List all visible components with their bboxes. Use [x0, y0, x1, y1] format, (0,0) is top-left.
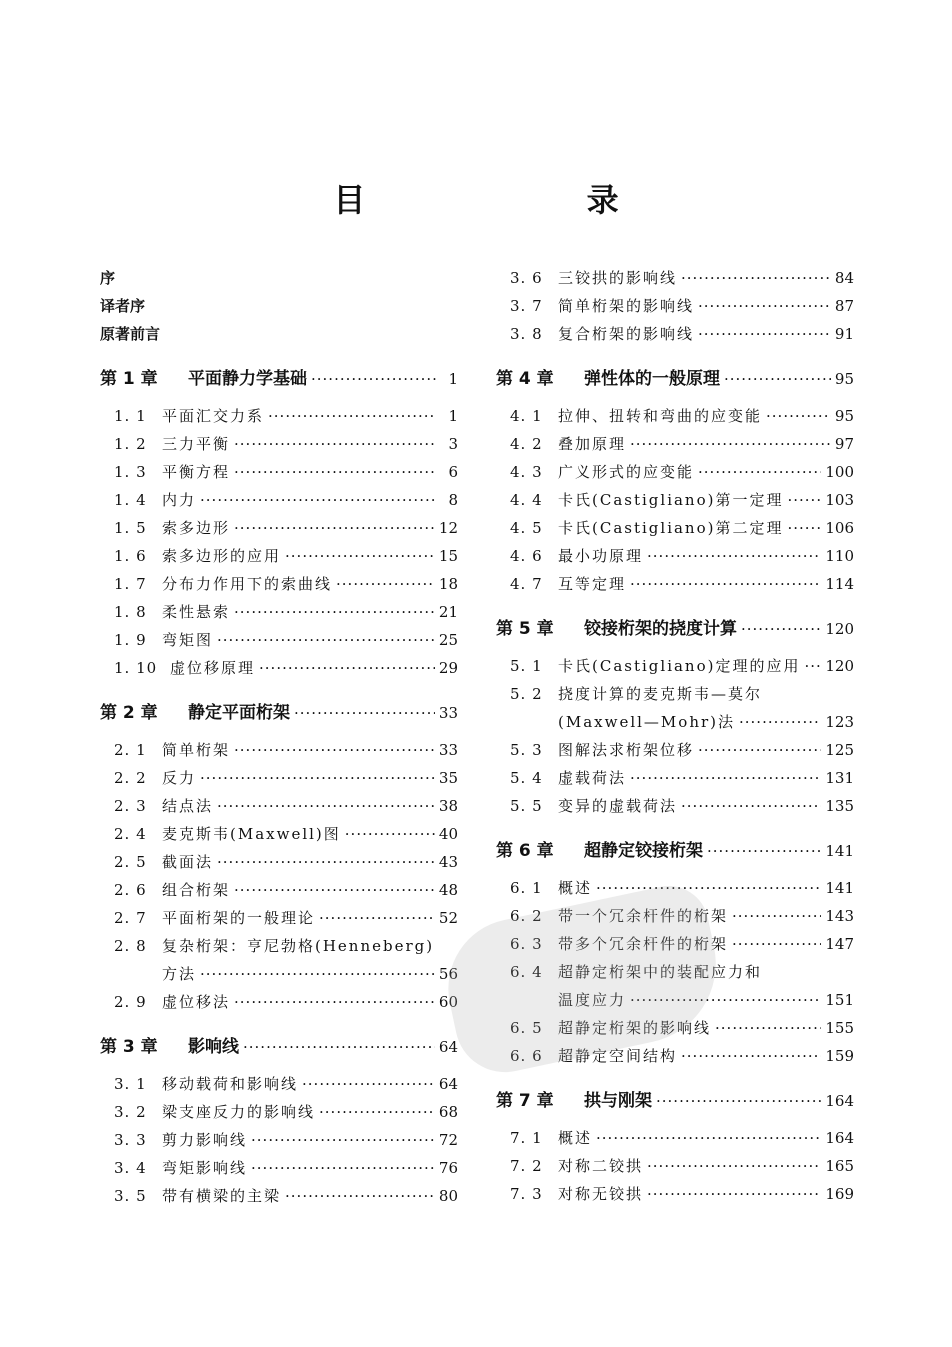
page-number: 97 — [834, 435, 854, 453]
section-number: 3. 5 — [114, 1187, 147, 1205]
toc-section-entry[interactable] — [100, 764, 458, 792]
chapter-title: 铰接桁架的挠度计算 — [584, 619, 737, 639]
toc-section-entry[interactable] — [496, 430, 854, 458]
leader-dots — [200, 960, 435, 988]
toc-section-entry[interactable] — [100, 1126, 458, 1154]
toc-section-entry[interactable] — [100, 1098, 458, 1126]
section-number: 4. 4 — [510, 491, 543, 509]
section-number: 2. 1 — [114, 741, 147, 759]
section-number: 6. 3 — [510, 935, 543, 953]
section-title: 带一个冗余杆件的桁架 — [558, 907, 729, 925]
page-number: 164 — [825, 1129, 854, 1147]
leader-dots — [766, 402, 831, 430]
leader-dots — [681, 792, 821, 820]
page-number: 95 — [834, 407, 854, 425]
section-title: 截面法 — [162, 853, 214, 871]
toc-section-entry[interactable] — [100, 848, 458, 876]
section-number: 7. 3 — [510, 1185, 543, 1203]
toc-section-entry[interactable] — [100, 904, 458, 932]
leader-dots — [787, 486, 821, 514]
section-title: 弯矩影响线 — [162, 1159, 248, 1177]
leader-dots — [234, 458, 436, 486]
toc-section-entry[interactable] — [100, 430, 458, 458]
toc-chapter-entry[interactable] — [100, 1030, 458, 1064]
leader-dots — [319, 904, 435, 932]
section-title: 平衡方程 — [162, 463, 231, 481]
toc-section-entry[interactable] — [100, 458, 458, 486]
section-number: 1. 10 — [114, 659, 158, 677]
leader-dots — [217, 626, 435, 654]
leader-dots — [630, 764, 821, 792]
section-number: 1. 8 — [114, 603, 147, 621]
leader-dots — [596, 1124, 821, 1152]
page-number: 64 — [438, 1075, 458, 1093]
toc-chapter-entry[interactable] — [496, 612, 854, 646]
section-title: 复杂桁架：亨尼勃格(Henneberg) — [162, 937, 435, 955]
leader-dots — [698, 736, 821, 764]
leader-dots — [698, 292, 831, 320]
leader-dots — [285, 1182, 435, 1210]
page-number: 141 — [825, 842, 854, 860]
leader-dots — [741, 612, 821, 646]
page-number: 143 — [825, 907, 854, 925]
toc-chapter-entry[interactable] — [496, 834, 854, 868]
toc-section-entry[interactable] — [496, 402, 854, 430]
page-number: 35 — [438, 769, 458, 787]
leader-dots — [681, 1042, 821, 1070]
section-number: 4. 1 — [510, 407, 543, 425]
leader-dots — [234, 876, 435, 904]
section-title: 方法 — [162, 965, 197, 983]
chapter-number: 第 4 章 — [496, 369, 554, 389]
leader-dots — [259, 654, 435, 682]
toc-section-entry[interactable] — [100, 626, 458, 654]
page-number: 6 — [448, 463, 458, 481]
page-number: 159 — [825, 1047, 854, 1065]
leader-dots — [285, 542, 435, 570]
toc-section-entry[interactable] — [496, 764, 854, 792]
section-number: 3. 3 — [114, 1131, 147, 1149]
section-number: 6. 4 — [510, 963, 543, 981]
front-matter-preface[interactable]: 序 — [100, 269, 116, 287]
leader-dots — [698, 458, 821, 486]
page-number: 103 — [825, 491, 854, 509]
toc-section-entry[interactable] — [496, 570, 854, 598]
toc-right-column — [496, 264, 854, 1208]
toc-section-entry[interactable] — [100, 542, 458, 570]
section-number: 3. 2 — [114, 1103, 147, 1121]
chapter-title: 超静定铰接桁架 — [584, 841, 703, 861]
page-number: 1 — [448, 407, 458, 425]
section-number: 7. 1 — [510, 1129, 543, 1147]
chapter-title: 平面静力学基础 — [188, 369, 307, 389]
leader-dots — [647, 1180, 821, 1208]
section-number: 2. 5 — [114, 853, 147, 871]
leader-dots — [251, 1154, 435, 1182]
leader-dots — [234, 988, 435, 1016]
toc-section-entry[interactable] — [496, 652, 854, 680]
chapter-number: 第 6 章 — [496, 841, 554, 861]
leader-dots — [724, 362, 831, 396]
page-number: 38 — [438, 797, 458, 815]
chapter-title: 弹性体的一般原理 — [584, 369, 720, 389]
section-number: 2. 8 — [114, 937, 147, 955]
section-title: 卡氏(Castigliano)定理的应用 — [558, 657, 801, 675]
leader-dots — [294, 696, 435, 730]
toc-section-entry[interactable] — [100, 736, 458, 764]
toc-section-entry[interactable] — [100, 402, 458, 430]
page-number: 3 — [448, 435, 458, 453]
section-title: 三力平衡 — [162, 435, 231, 453]
section-number: 7. 2 — [510, 1157, 543, 1175]
section-number: 4. 5 — [510, 519, 543, 537]
page-number: 40 — [438, 825, 458, 843]
section-title: 内力 — [162, 491, 197, 509]
leader-dots — [268, 402, 436, 430]
section-number: 5. 5 — [510, 797, 543, 815]
section-title: 虚位移法 — [162, 993, 231, 1011]
section-title: 拉伸、扭转和弯曲的应变能 — [558, 407, 763, 425]
section-title: 索多边形 — [162, 519, 231, 537]
chapter-number: 第 1 章 — [100, 369, 158, 389]
section-title: 分布力作用下的索曲线 — [162, 575, 333, 593]
toc-section-entry[interactable] — [496, 514, 854, 542]
front-matter-original-preface[interactable]: 原著前言 — [100, 325, 161, 343]
section-title: 复合桁架的影响线 — [558, 325, 695, 343]
toc-section-entry[interactable] — [496, 708, 854, 736]
section-title: 麦克斯韦(Maxwell)图 — [162, 825, 341, 843]
page-number: 131 — [825, 769, 854, 787]
toc-chapter-entry[interactable] — [100, 696, 458, 730]
toc-left-column — [100, 264, 458, 1210]
section-title: 互等定理 — [558, 575, 627, 593]
page-number: 12 — [438, 519, 458, 537]
leader-dots — [302, 1070, 435, 1098]
section-title: 变异的虚载荷法 — [558, 797, 678, 815]
toc-section-entry[interactable] — [496, 1124, 854, 1152]
page-number: 76 — [438, 1159, 458, 1177]
page-number: 87 — [834, 297, 854, 315]
leader-dots — [200, 764, 435, 792]
toc-section-entry[interactable] — [496, 264, 854, 292]
section-number: 6. 1 — [510, 879, 543, 897]
toc-section-entry[interactable] — [100, 654, 458, 682]
toc-chapter-entry[interactable] — [496, 362, 854, 396]
section-title: 虚载荷法 — [558, 769, 627, 787]
leader-dots — [804, 652, 821, 680]
section-number: 5. 1 — [510, 657, 543, 675]
section-title: 组合桁架 — [162, 881, 231, 899]
section-title: 平面汇交力系 — [162, 407, 265, 425]
leader-dots — [251, 1126, 435, 1154]
section-number: 1. 4 — [114, 491, 147, 509]
page-number: 64 — [438, 1038, 458, 1056]
page-number: 123 — [825, 713, 854, 731]
toc-section-entry[interactable] — [496, 1152, 854, 1180]
leader-dots — [630, 570, 821, 598]
section-title: 结点法 — [162, 797, 214, 815]
chapter-number: 第 5 章 — [496, 619, 554, 639]
section-title: 对称二铰拱 — [558, 1157, 644, 1175]
page-number: 52 — [438, 909, 458, 927]
section-number: 2. 7 — [114, 909, 147, 927]
section-number: 2. 6 — [114, 881, 147, 899]
page-number: 120 — [825, 657, 854, 675]
section-title: 简单桁架的影响线 — [558, 297, 695, 315]
left-chapter-list — [100, 362, 458, 1210]
section-number: 1. 5 — [114, 519, 147, 537]
leader-dots — [698, 320, 831, 348]
section-title: 反力 — [162, 769, 197, 787]
section-title: 索多边形的应用 — [162, 547, 282, 565]
section-number: 3. 7 — [510, 297, 543, 315]
page-number: 125 — [825, 741, 854, 759]
page-number: 165 — [825, 1157, 854, 1175]
leader-dots — [319, 1098, 435, 1126]
leader-dots — [732, 902, 821, 930]
section-title: 超静定桁架中的装配应力和 — [558, 963, 763, 981]
leader-dots — [732, 930, 821, 958]
leader-dots — [311, 362, 436, 396]
section-title: 最小功原理 — [558, 547, 644, 565]
page-number: 60 — [438, 993, 458, 1011]
page-number: 33 — [438, 741, 458, 759]
leader-dots — [234, 430, 436, 458]
section-number: 1. 6 — [114, 547, 147, 565]
section-number: 5. 2 — [510, 685, 543, 703]
toc-chapter-entry[interactable] — [100, 362, 458, 396]
section-number: 6. 6 — [510, 1047, 543, 1065]
toc-section-entry[interactable] — [496, 320, 854, 348]
page-number: 18 — [438, 575, 458, 593]
section-number: 4. 7 — [510, 575, 543, 593]
section-number: 1. 2 — [114, 435, 147, 453]
section-number: 1. 3 — [114, 463, 147, 481]
leader-dots — [217, 848, 435, 876]
section-title: 叠加原理 — [558, 435, 627, 453]
chapter-number: 第 7 章 — [496, 1091, 554, 1111]
section-number: 1. 7 — [114, 575, 147, 593]
toc-section-entry[interactable] — [100, 1070, 458, 1098]
page-number: 25 — [438, 631, 458, 649]
leader-dots — [647, 1152, 821, 1180]
toc-section-entry[interactable] — [496, 486, 854, 514]
page-number: 147 — [825, 935, 854, 953]
leader-dots — [345, 820, 435, 848]
section-number: 4. 6 — [510, 547, 543, 565]
section-title: 虚位移原理 — [170, 659, 256, 677]
section-number: 2. 2 — [114, 769, 147, 787]
section-number: 1. 1 — [114, 407, 147, 425]
leader-dots — [681, 264, 831, 292]
page-number: 68 — [438, 1103, 458, 1121]
toc-chapter-entry[interactable] — [496, 1084, 854, 1118]
section-title: 剪力影响线 — [162, 1131, 248, 1149]
toc-section-entry[interactable] — [100, 876, 458, 904]
toc-section-entry[interactable] — [496, 458, 854, 486]
toc-section-entry[interactable] — [496, 736, 854, 764]
page-number: 114 — [825, 575, 854, 593]
page-number: 21 — [438, 603, 458, 621]
page-number: 48 — [438, 881, 458, 899]
toc-section-entry[interactable] — [100, 932, 458, 960]
leader-dots — [739, 708, 821, 736]
section-title: 概述 — [558, 879, 593, 897]
page-number: 1 — [448, 370, 458, 388]
section-title: 卡氏(Castigliano)第一定理 — [558, 491, 784, 509]
section-title: 概述 — [558, 1129, 593, 1147]
toc-section-entry[interactable] — [100, 570, 458, 598]
page-number: 80 — [438, 1187, 458, 1205]
leader-dots — [715, 1014, 821, 1042]
section-title: 超静定空间结构 — [558, 1047, 678, 1065]
section-number: 2. 4 — [114, 825, 147, 843]
page-number: 95 — [834, 370, 854, 388]
right-lead-sections — [496, 264, 854, 348]
toc-section-entry[interactable] — [100, 820, 458, 848]
section-title: 带多个冗余杆件的桁架 — [558, 935, 729, 953]
toc-section-entry[interactable] — [496, 792, 854, 820]
page-number: 151 — [825, 991, 854, 1009]
page-number: 15 — [438, 547, 458, 565]
toc-section-entry[interactable] — [100, 792, 458, 820]
section-number: 5. 3 — [510, 741, 543, 759]
section-number: 4. 2 — [510, 435, 543, 453]
chapter-number: 第 2 章 — [100, 703, 158, 723]
toc-section-entry[interactable] — [100, 1154, 458, 1182]
chapter-title: 静定平面桁架 — [188, 703, 290, 723]
front-matter-translator-preface[interactable]: 译者序 — [100, 297, 146, 315]
page-number: 84 — [834, 269, 854, 287]
page-number: 72 — [438, 1131, 458, 1149]
section-title: 三铰拱的影响线 — [558, 269, 678, 287]
page-number: 8 — [448, 491, 458, 509]
section-title: 广义形式的应变能 — [558, 463, 695, 481]
leader-dots — [707, 834, 821, 868]
toc-section-entry[interactable] — [100, 514, 458, 542]
section-number: 6. 5 — [510, 1019, 543, 1037]
page-number: 164 — [825, 1092, 854, 1110]
section-number: 2. 3 — [114, 797, 147, 815]
chapter-title: 拱与刚架 — [584, 1091, 652, 1111]
toc-section-entry[interactable] — [496, 680, 854, 708]
page-number: 110 — [825, 547, 854, 565]
section-title: 平面桁架的一般理论 — [162, 909, 316, 927]
toc-section-entry[interactable] — [100, 988, 458, 1016]
leader-dots — [234, 514, 435, 542]
section-title: 卡氏(Castigliano)第二定理 — [558, 519, 784, 537]
page-number: 91 — [834, 325, 854, 343]
page-number: 56 — [438, 965, 458, 983]
toc-section-entry[interactable] — [100, 598, 458, 626]
leader-dots — [787, 514, 821, 542]
page-number: 100 — [825, 463, 854, 481]
page-number: 29 — [438, 659, 458, 677]
page-number: 33 — [438, 704, 458, 722]
section-title: 带有横梁的主梁 — [162, 1187, 282, 1205]
leader-dots — [243, 1030, 435, 1064]
section-number: 3. 8 — [510, 325, 543, 343]
section-number: 4. 3 — [510, 463, 543, 481]
section-number: 2. 9 — [114, 993, 147, 1011]
leader-dots — [630, 430, 831, 458]
page-number: 120 — [825, 620, 854, 638]
toc-section-entry[interactable] — [100, 1182, 458, 1210]
section-title: 梁支座反力的影响线 — [162, 1103, 316, 1121]
toc-section-entry[interactable] — [496, 292, 854, 320]
page-number: 106 — [825, 519, 854, 537]
section-number: 1. 9 — [114, 631, 147, 649]
leader-dots — [200, 486, 436, 514]
toc-section-entry[interactable] — [496, 542, 854, 570]
section-title: 挠度计算的麦克斯韦—莫尔 — [558, 685, 763, 703]
section-title: 移动载荷和影响线 — [162, 1075, 299, 1093]
toc-section-entry[interactable] — [100, 960, 458, 988]
chapter-title: 影响线 — [188, 1037, 239, 1057]
page-number: 155 — [825, 1019, 854, 1037]
section-number: 5. 4 — [510, 769, 543, 787]
chapter-number: 第 3 章 — [100, 1037, 158, 1057]
right-chapter-list — [496, 362, 854, 1208]
section-number: 6. 2 — [510, 907, 543, 925]
section-title: (Maxwell—Mohr)法 — [558, 713, 735, 731]
toc-section-entry[interactable] — [100, 486, 458, 514]
section-title: 简单桁架 — [162, 741, 231, 759]
leader-dots — [217, 792, 435, 820]
section-number: 3. 4 — [114, 1159, 147, 1177]
leader-dots — [234, 736, 435, 764]
leader-dots — [656, 1084, 821, 1118]
page-number: 135 — [825, 797, 854, 815]
leader-dots — [234, 598, 435, 626]
section-title: 柔性悬索 — [162, 603, 231, 621]
leader-dots — [336, 570, 435, 598]
section-title: 弯矩图 — [162, 631, 214, 649]
page-number: 43 — [438, 853, 458, 871]
section-title: 对称无铰拱 — [558, 1185, 644, 1203]
page-number: 169 — [825, 1185, 854, 1203]
toc-section-entry[interactable] — [496, 1180, 854, 1208]
section-title: 温度应力 — [558, 991, 627, 1009]
section-number: 3. 6 — [510, 269, 543, 287]
page-title: 目 录 — [333, 181, 724, 219]
leader-dots — [647, 542, 821, 570]
page-number: 141 — [825, 879, 854, 897]
section-title: 图解法求桁架位移 — [558, 741, 695, 759]
section-number: 3. 1 — [114, 1075, 147, 1093]
section-title: 超静定桁架的影响线 — [558, 1019, 712, 1037]
